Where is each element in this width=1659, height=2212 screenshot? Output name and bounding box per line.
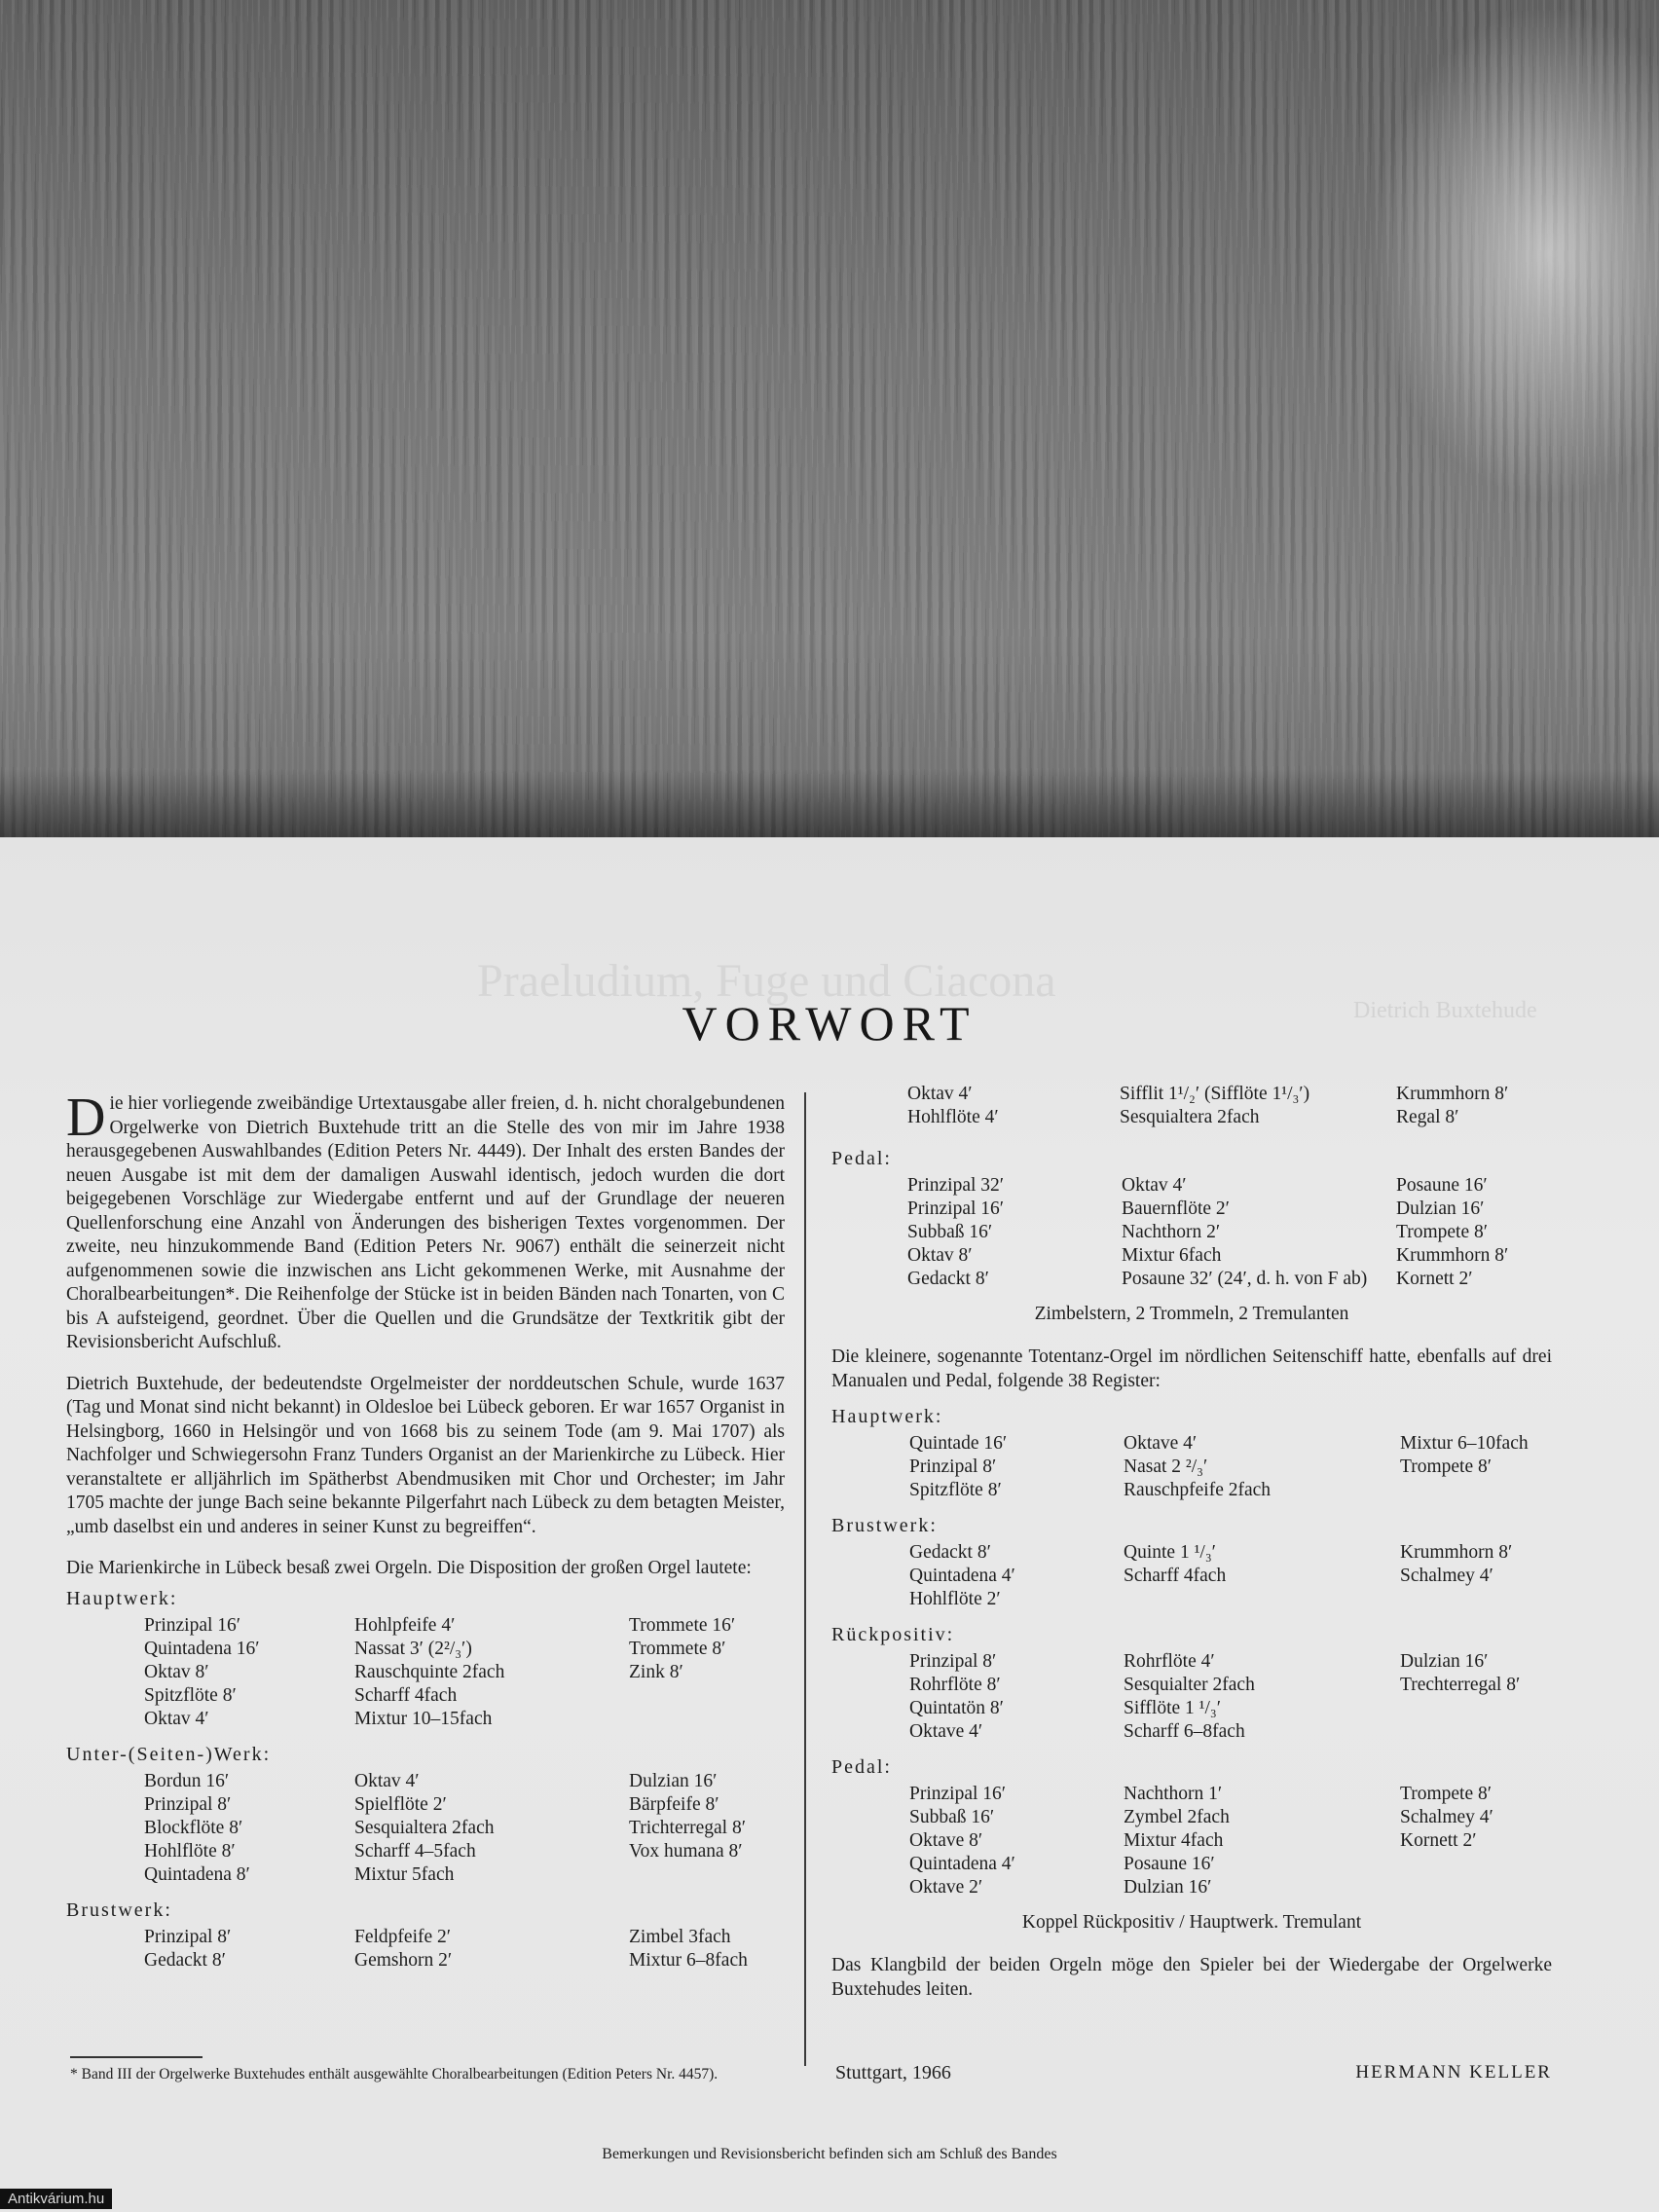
stop-entry: Prinzipal 8′: [144, 1793, 232, 1815]
section-heading-unterwerk: Unter-(Seiten-)Werk:: [66, 1743, 272, 1765]
stop-entry: Oktave 4′: [1124, 1433, 1198, 1454]
stop-entry: Krummhorn 8′: [1400, 1542, 1513, 1563]
stop-entry: Quintade 16′: [909, 1433, 1008, 1454]
stop-column: [1400, 1650, 1520, 1697]
author-name: HERMANN KELLER: [1355, 2062, 1552, 2083]
stop-column: [144, 1614, 260, 1731]
stop-list-hauptwerk: [66, 1614, 785, 1735]
section-heading-brustwerk: Brustwerk:: [66, 1899, 172, 1921]
section-heading-pedal-small: Pedal:: [831, 1756, 892, 1778]
stop-entry: Zimbel 3fach: [629, 1926, 731, 1947]
stop-entry: Quinte 1 ¹/₃′: [1124, 1542, 1216, 1563]
stop-entry: Schalmey 4′: [1400, 1566, 1493, 1586]
stop-entry: Mixtur 5fach: [354, 1863, 455, 1885]
stop-entry: Kornett 2′: [1400, 1830, 1477, 1851]
stop-entry: Scharff 4–5fach: [354, 1840, 476, 1862]
stop-column: [1120, 1083, 1309, 1129]
stop-column: [1124, 1541, 1226, 1588]
stop-list-brustwerk-small: [831, 1541, 1552, 1615]
stop-column: [354, 1926, 452, 1972]
stop-entry: Hohlflöte 4′: [907, 1107, 999, 1127]
stop-entry: Feldpfeife 2′: [354, 1926, 452, 1947]
stop-entry: Rauschquinte 2fach: [354, 1661, 505, 1682]
stop-column: [1396, 1174, 1508, 1291]
stop-list-pedal-small: [831, 1783, 1552, 1903]
accessories-big-organ: Zimbelstern, 2 Trommeln, 2 Tremulanten: [1034, 1304, 1349, 1324]
signoff: [831, 2062, 1552, 2087]
watermark: Antikvárium.hu: [0, 2189, 112, 2209]
stop-entry: Trompete 8′: [1396, 1222, 1489, 1242]
stop-entry: Bordun 16′: [144, 1770, 230, 1791]
stop-entry: Spitzflöte 8′: [909, 1480, 1002, 1500]
stop-column: [1400, 1541, 1512, 1588]
stop-entry: Gemshorn 2′: [354, 1949, 453, 1971]
stop-entry: Mixtur 6fach: [1122, 1245, 1222, 1266]
section-heading-rueckpositiv: Rückpositiv:: [831, 1624, 955, 1645]
stop-column: [1400, 1783, 1493, 1853]
stop-entry: Hohlflöte 2′: [909, 1589, 1001, 1609]
stop-entry: Blockflöte 8′: [144, 1817, 243, 1838]
background-photo: [0, 0, 1659, 847]
stop-entry: Vox humana 8′: [629, 1840, 743, 1862]
biography-paragraph: Dietrich Buxtehude, der bedeutendste Orgelmeister der norddeutschen Schule, wurde 1637 (Tag und Monat sind nicht bekannt) in Oldesloe bei Lübeck geboren. Er war 1657 Organist in Helsingborg, 1660 in Helsingör und von 1668 bis zu seinem Tode (am 9. Mai 1707) als Nachfolger und Schwiegersohn Franz Tunders Organist an der Marienkirche zu Lübeck. Hier veranstaltete er alljährlich im Spätherbst Abendmusiken mit Chor und Orchester; im Jahr 1705 machte der junge Bach seine bekannte Pilgerfahrt nach Lübeck zu dem betagten Meister, „umb daselbst ein und anderes in seiner Kunst zu begreiffen“.: [66, 1373, 785, 1537]
stop-entry: Trommete 8′: [629, 1638, 726, 1659]
stop-entry: Mixtur 6–8fach: [629, 1949, 748, 1971]
stop-list-unterwerk: [66, 1770, 785, 1891]
stop-entry: Sifflöte 1 ¹/₃′: [1124, 1698, 1221, 1718]
stop-entry: Mixtur 4fach: [1124, 1830, 1224, 1851]
stop-list-hauptwerk-small: [831, 1432, 1552, 1506]
stop-entry: Oktave 2′: [909, 1877, 983, 1898]
stop-entry: Krummhorn 8′: [1396, 1084, 1509, 1104]
stop-column: [354, 1614, 504, 1731]
stop-entry: Posaune 16′: [1396, 1175, 1488, 1196]
stop-column: [1124, 1650, 1255, 1744]
stop-entry: Oktave 8′: [909, 1830, 983, 1851]
footnote: * Band III der Orgelwerke Buxtehudes enthält ausgewählte Choralbearbeitungen (Edition Peters Nr. 4457).: [70, 2066, 719, 2083]
document-page: [0, 837, 1659, 2212]
stop-entry: Prinzipal 8′: [144, 1926, 232, 1947]
stop-column: [144, 1926, 231, 1972]
stop-list-rueckpositiv: [831, 1650, 1552, 1748]
stop-entry: Oktav 4′: [144, 1708, 209, 1729]
stop-column: [909, 1432, 1007, 1502]
stop-column: [629, 1926, 748, 1972]
stop-entry: Dulzian 16′: [1124, 1877, 1212, 1898]
stop-entry: Rauschpfeife 2fach: [1124, 1480, 1272, 1500]
stop-entry: Mixtur 6–10fach: [1400, 1433, 1529, 1454]
stop-entry: Krummhorn 8′: [1396, 1245, 1509, 1266]
stop-entry: Zink 8′: [629, 1661, 683, 1682]
stop-entry: Scharff 6–8fach: [1124, 1721, 1245, 1742]
stop-entry: Trommete 16′: [629, 1614, 736, 1636]
stop-entry: Subbaß 16′: [907, 1222, 993, 1242]
organ-intro-paragraph: Die Marienkirche in Lübeck besaß zwei Orgeln. Die Disposition der großen Orgel lautete:: [66, 1558, 752, 1578]
stop-entry: Hohlflöte 8′: [144, 1840, 236, 1862]
stop-entry: Oktave 4′: [909, 1721, 983, 1742]
stop-entry: Rohrflöte 4′: [1124, 1651, 1215, 1672]
stop-entry: Kornett 2′: [1396, 1269, 1473, 1289]
stop-column: [1396, 1083, 1508, 1129]
stop-entry: Oktav 4′: [1122, 1175, 1187, 1196]
stop-entry: Subbaß 16′: [909, 1807, 995, 1827]
stop-entry: Gedackt 8′: [907, 1269, 989, 1289]
stop-entry: Quintadena 4′: [909, 1566, 1015, 1586]
stop-entry: Bauernflöte 2′: [1122, 1198, 1230, 1219]
stop-entry: Mixtur 10–15fach: [354, 1708, 493, 1729]
stop-entry: Prinzipal 32′: [907, 1175, 1005, 1196]
stop-entry: Quintatön 8′: [909, 1698, 1004, 1718]
stop-entry: Dulzian 16′: [1400, 1651, 1489, 1672]
section-heading-brustwerk-small: Brustwerk:: [831, 1515, 938, 1536]
small-organ-paragraph: Die kleinere, sogenannte Totentanz-Orgel im nördlichen Seitenschiff hatte, ebenfalls auf drei Manualen und Pedal, folgende 38 Register:: [831, 1346, 1552, 1391]
stop-entry: Hohlpfeife 4′: [354, 1614, 456, 1636]
stop-entry: Sesquialtera 2fach: [1120, 1107, 1260, 1127]
stop-column: [907, 1083, 999, 1129]
closing-paragraph: Das Klangbild der beiden Orgeln möge den Spieler bei der Wiedergabe der Orgelwerke Buxtehudes leiten.: [831, 1955, 1552, 2000]
stop-column: [354, 1770, 494, 1887]
stop-entry: Nachthorn 2′: [1122, 1222, 1221, 1242]
bottom-note: Bemerkungen und Revisionsbericht befinden sich am Schluß des Bandes: [602, 2146, 1057, 2162]
stop-column: [1400, 1432, 1529, 1479]
stop-entry: Nachthorn 1′: [1124, 1784, 1223, 1804]
stop-entry: Gedackt 8′: [909, 1542, 991, 1563]
stop-entry: Trechterregal 8′: [1400, 1675, 1521, 1695]
stop-column: [1124, 1432, 1271, 1502]
stop-entry: Prinzipal 16′: [907, 1198, 1005, 1219]
section-heading-pedal: Pedal:: [831, 1148, 892, 1169]
stop-list-brustwerk: [66, 1926, 785, 1976]
show-through-title: Praeludium, Fuge und Ciacona: [477, 955, 1056, 1007]
footnote-rule: [70, 2056, 203, 2058]
stop-entry: Oktav 4′: [907, 1084, 973, 1104]
stop-entry: Trichterregal 8′: [629, 1817, 746, 1838]
stop-entry: Posaune 32′ (24′, d. h. von F ab): [1122, 1269, 1368, 1289]
stop-column: [1124, 1783, 1230, 1899]
stop-entry: Sesquialter 2fach: [1124, 1675, 1255, 1695]
stop-entry: Prinzipal 8′: [909, 1651, 997, 1672]
stop-entry: Nasat 2 ²/₃′: [1124, 1456, 1208, 1477]
intro-paragraph: Die hier vorliegende zweibändige Urtextausgabe aller freien, d. h. nicht choralgebundenen Orgelwerke von Dietrich Buxtehude tritt an die Stelle des von mir im Jahre 1938 herausgegebenen Auswahlbandes (Edition Peters Nr. 4449). Der Inhalt des ersten Bandes der neuen Ausgabe ist mit dem der damaligen Auswahl identisch, jedoch wurden die dort beigegebenen Vorschläge zur Wiedergabe entfernt und auf der Grundlage der neueren Quellenforschung eine Anzahl von Änderungen des bisherigen Textes vorgenommen. Der zweite, neu hinzukommende Band (Edition Peters Nr. 9067) enthält die seinerzeit nicht aufgenommenen sowie die inzwischen ans Licht gekommenen Werke, mit Ausnahme der Choralbearbeitungen*. Die Reihenfolge der Stücke ist in beiden Bänden nach Tonarten, von C bis A aufsteigend, geordnet. Über die Quellen und die Grundsätze der Textkritik gibt der Revisionsbericht Aufschluß.: [66, 1088, 785, 1352]
drop-cap: D: [66, 1088, 106, 1148]
stop-entry: Zymbel 2fach: [1124, 1807, 1230, 1827]
place-date: Stuttgart, 1966: [835, 2062, 951, 2083]
stop-list-brustwerk-continued: [831, 1083, 1552, 1133]
stop-entry: Trompete 8′: [1400, 1784, 1493, 1804]
stop-column: [909, 1541, 1015, 1611]
stop-entry: Quintadena 8′: [144, 1863, 250, 1885]
stop-entry: Oktav 8′: [907, 1245, 973, 1266]
stop-column: [1122, 1174, 1367, 1291]
stop-entry: Scharff 4fach: [1124, 1566, 1227, 1586]
stop-entry: Oktav 8′: [144, 1661, 209, 1682]
stop-entry: Trompete 8′: [1400, 1456, 1493, 1477]
stop-entry: Rohrflöte 8′: [909, 1675, 1001, 1695]
accessories-small-organ: Koppel Rückpositiv / Hauptwerk. Tremulant: [1021, 1912, 1362, 1933]
left-column: [66, 1088, 785, 1984]
stop-entry: Quintadena 16′: [144, 1638, 260, 1659]
stop-entry: Dulzian 16′: [1396, 1198, 1485, 1219]
section-heading-hauptwerk: Hauptwerk:: [66, 1587, 178, 1609]
section-heading-hauptwerk-small: Hauptwerk:: [831, 1406, 943, 1427]
stop-column: [629, 1770, 746, 1863]
stop-entry: Dulzian 16′: [629, 1770, 718, 1791]
show-through-subtitle: Dietrich Buxtehude: [1353, 998, 1537, 1023]
stop-entry: Prinzipal 16′: [909, 1784, 1007, 1804]
stop-entry: Sifflit 1¹/₂′ (Sifflöte 1¹/₃′): [1120, 1084, 1310, 1104]
stop-entry: Posaune 16′: [1124, 1854, 1215, 1874]
stop-entry: Spitzflöte 8′: [144, 1684, 237, 1706]
stop-column: [907, 1174, 1004, 1291]
stop-column: [144, 1770, 250, 1887]
stop-entry: Sesquialtera 2fach: [354, 1817, 495, 1838]
stop-entry: Spielflöte 2′: [354, 1793, 447, 1815]
stop-column: [909, 1650, 1004, 1744]
right-column: [831, 1083, 1552, 2019]
stop-list-pedal: [831, 1174, 1552, 1295]
page-title: VORWORT: [682, 996, 977, 1051]
stop-entry: Bärpfeife 8′: [629, 1793, 719, 1815]
stop-entry: Schalmey 4′: [1400, 1807, 1493, 1827]
column-divider: [804, 1092, 806, 2066]
page-shadow: [0, 769, 1659, 837]
stop-column: [909, 1783, 1015, 1899]
stop-entry: Scharff 4fach: [354, 1684, 458, 1706]
stop-entry: Oktav 4′: [354, 1770, 420, 1791]
stop-entry: Nassat 3′ (2²/₃′): [354, 1638, 472, 1659]
stop-entry: Regal 8′: [1396, 1107, 1459, 1127]
stop-entry: Gedackt 8′: [144, 1949, 226, 1971]
stop-column: [629, 1614, 735, 1684]
stop-entry: Quintadena 4′: [909, 1854, 1015, 1874]
stop-entry: Prinzipal 8′: [909, 1456, 997, 1477]
stop-entry: Prinzipal 16′: [144, 1614, 241, 1636]
